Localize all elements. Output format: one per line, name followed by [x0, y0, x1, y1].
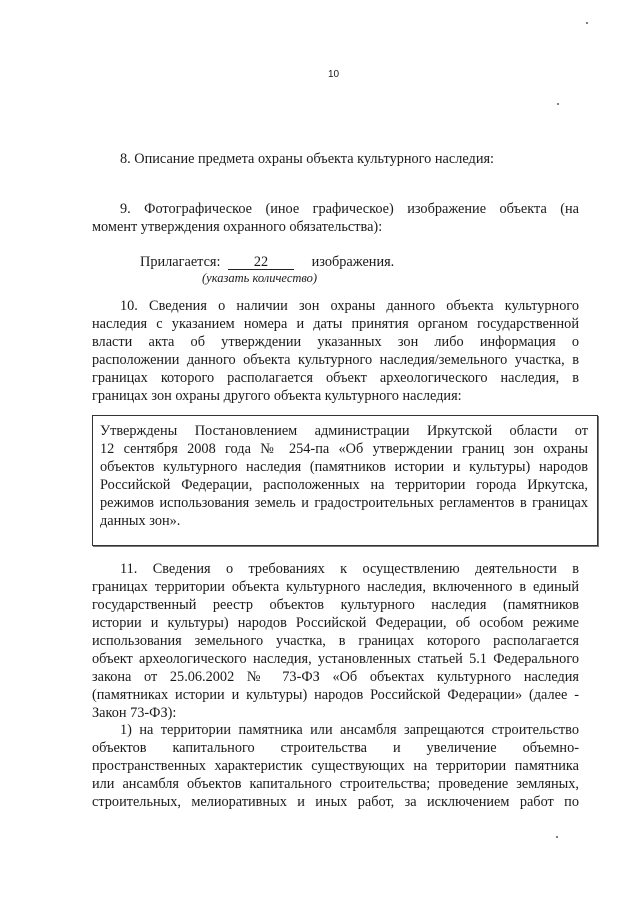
section-11-line-11: объектов капитального строительства и увеличение объемно- [92, 740, 579, 756]
box-line-6: данных зон». [100, 513, 181, 529]
section-10-line-2: наследия с указанием номера и даты принятия органом государственной [92, 316, 579, 332]
section-11-line-10: 1) на территории памятника или ансамбля запрещаются строительство [120, 722, 579, 738]
scan-speck [556, 836, 558, 838]
attached-label: Прилагается: [140, 254, 221, 270]
section-11-line-13: или ансамбля объектов капитального строительства; проведение земляных, [92, 776, 579, 792]
section-9-line-1: 9. Фотографическое (иное графическое) изображение объекта (на [120, 201, 579, 217]
box-line-1: Утверждены Постановлением администрации Иркутской области от [100, 423, 588, 439]
page-number: 10 [328, 69, 340, 80]
section-11-line-2: границах территории объекта культурного наследия, включенного в единый [92, 579, 579, 595]
section-9-line-2: момент утверждения охранного обязательства): [92, 219, 383, 235]
section-11-line-8: (памятниках истории и культуры) народов Российской Федерации» (далее - [92, 687, 579, 703]
section-10-line-5: границах которого располагается объект археологического наследия, в [92, 370, 579, 386]
section-10-line-3: власти акта об утверждении указанных зон либо информация о [92, 334, 579, 350]
scan-speck [586, 22, 588, 24]
box-line-2: 12 сентября 2008 года № 254-па «Об утверждении границ зон охраны [100, 441, 588, 457]
attached-hint: (указать количество) [202, 271, 318, 285]
section-11-line-5: использования земельного участка, в границах которого располагается [92, 633, 579, 649]
section-11-line-12: пространственных характеристик существующих на территории памятника [92, 758, 579, 774]
scan-speck [557, 103, 559, 105]
section-11-line-3: государственный реестр объектов культурного наследия (памятников [92, 597, 579, 613]
box-line-3: объектов культурного наследия (памятников истории и культуры) народов [100, 459, 588, 475]
section-11-line-1: 11. Сведения о требованиях к осуществлению деятельности в [120, 561, 579, 577]
section-10-line-4: расположении данного объекта культурного наследия/земельного участка, в [92, 352, 579, 368]
attached-suffix: изображения. [311, 254, 395, 270]
box-line-4: Российской Федерации, расположенных на территории города Иркутска, [100, 477, 588, 493]
attached-count: 22 [228, 255, 294, 270]
attached-row [140, 254, 394, 271]
section-11-line-6: объект археологического наследия, установленных статьей 5.1 Федерального [92, 651, 579, 667]
section-10-line-6: границах зон охраны другого объекта культурного наследия: [92, 388, 462, 404]
section-11-line-14: строительных, мелиоративных и иных работ, за исключением работ по [92, 794, 579, 810]
section-10-line-1: 10. Сведения о наличии зон охраны данного объекта культурного [120, 298, 579, 314]
section-11-line-9: Закон 73-ФЗ): [92, 705, 177, 721]
section-11-line-7: закона от 25.06.2002 № 73-ФЗ «Об объектах культурного наследия [92, 669, 579, 685]
section-11-line-4: истории и культуры) народов Российской Федерации, об особом режиме [92, 615, 579, 631]
section-8-heading: 8. Описание предмета охраны объекта культурного наследия: [120, 151, 495, 167]
box-line-5: режимов использования земель и градостроительных регламентов в границах [100, 495, 588, 511]
